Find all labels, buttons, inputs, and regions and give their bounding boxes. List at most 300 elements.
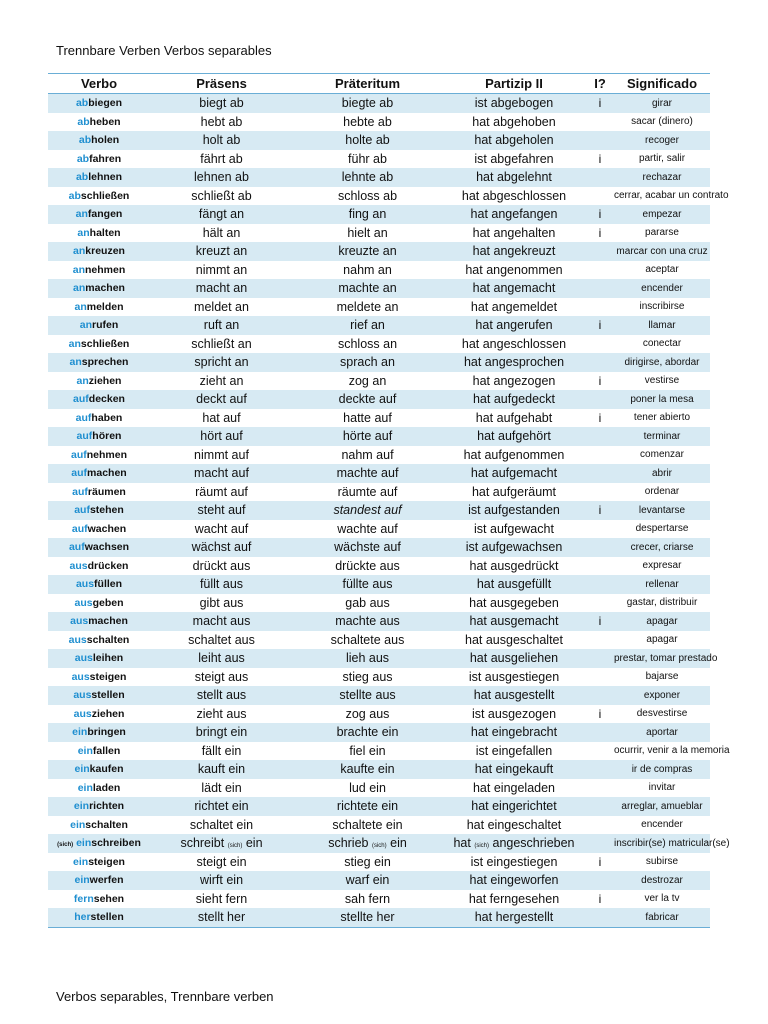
prateritum-text: wachte auf	[337, 521, 398, 536]
prasens-cell	[150, 131, 293, 150]
table-row	[48, 187, 710, 206]
partizip-cell	[442, 594, 586, 613]
verb-cell	[48, 797, 150, 816]
prateritum-cell	[293, 760, 442, 779]
partizip-text: hat abgeholen	[474, 133, 554, 148]
partizip-cell	[442, 834, 586, 853]
significado-cell	[614, 668, 710, 687]
prateritum-particle: ein	[390, 836, 407, 851]
irregular-cell	[586, 446, 614, 465]
prateritum-cell	[293, 538, 442, 557]
table-row	[48, 168, 710, 187]
verb-prefix: an	[75, 208, 88, 221]
irregular-cell	[586, 520, 614, 539]
header-irregular: I?	[586, 74, 614, 94]
prasens-text: spricht an	[194, 355, 249, 370]
prateritum-text: kaufte ein	[340, 762, 395, 777]
table-row	[48, 649, 710, 668]
prateritum-text: schaltete ein	[332, 817, 403, 832]
prateritum-cell	[293, 390, 442, 409]
verb-prefix: an	[79, 319, 92, 332]
irregular-cell	[586, 205, 614, 224]
significado-text: ir de compras	[631, 763, 693, 775]
significado-text: cerrar, acabar un contrato	[614, 190, 729, 202]
partizip-cell	[442, 871, 586, 890]
verb-stem: ziehen	[88, 374, 122, 387]
significado-cell	[614, 501, 710, 520]
verb-cell	[48, 594, 150, 613]
verb-prefix: an	[68, 337, 81, 350]
irregular-cell	[586, 224, 614, 243]
table-row	[48, 464, 710, 483]
prasens-cell	[150, 224, 293, 243]
verb-stem: sprechen	[81, 356, 129, 369]
partizip-text: hat eingerichtet	[471, 799, 557, 814]
prasens-cell	[150, 557, 293, 576]
prateritum-text: schloss an	[337, 336, 398, 351]
significado-text: sacar (dinero)	[631, 116, 693, 128]
irregular-cell	[586, 557, 614, 576]
verb-prefix: ab	[76, 152, 90, 165]
partizip-cell	[442, 631, 586, 650]
prateritum-cell	[293, 316, 442, 335]
table-row	[48, 705, 710, 724]
prasens-text: hebt ab	[200, 114, 243, 129]
irregular-cell	[586, 353, 614, 372]
prasens-cell	[150, 316, 293, 335]
significado-text: desvestirse	[636, 708, 688, 720]
verb-cell	[48, 298, 150, 317]
prateritum-text: hielt an	[347, 225, 388, 240]
significado-cell	[614, 538, 710, 557]
prasens-cell	[150, 742, 293, 761]
irregular-mark: i	[598, 706, 602, 721]
prateritum-cell	[293, 372, 442, 391]
prasens-text: bringt ein	[195, 725, 248, 740]
verb-prefix: aus	[70, 615, 89, 628]
table-row	[48, 871, 710, 890]
partizip-cell	[442, 501, 586, 520]
verb-cell	[48, 464, 150, 483]
prateritum-text: meldete an	[336, 299, 399, 314]
prateritum-text: machte aus	[335, 614, 400, 629]
partizip-cell	[442, 520, 586, 539]
irregular-cell	[586, 501, 614, 520]
verb-stem: ziehen	[91, 707, 125, 720]
partizip-text: ist aufgewacht	[474, 521, 554, 536]
header-significado: Significado	[614, 74, 710, 94]
table-row	[48, 113, 710, 132]
verb-cell	[48, 372, 150, 391]
table-row	[48, 816, 710, 835]
verb-cell	[48, 279, 150, 298]
irregular-cell	[586, 168, 614, 187]
prasens-cell	[150, 779, 293, 798]
verb-stem: fangen	[87, 208, 123, 221]
table-row	[48, 298, 710, 317]
prateritum-text: drückte aus	[335, 558, 400, 573]
table-row	[48, 779, 710, 798]
prateritum-text: stieg ein	[344, 854, 391, 869]
prasens-text: kreuzt an	[195, 244, 248, 259]
partizip-text: hat abgeschlossen	[461, 188, 567, 203]
verb-cell	[48, 705, 150, 724]
prateritum-text: biegte ab	[341, 96, 394, 111]
partizip-cell	[442, 94, 586, 113]
partizip-cell	[442, 797, 586, 816]
verb-cell	[48, 575, 150, 594]
significado-cell	[614, 797, 710, 816]
irregular-cell	[586, 335, 614, 354]
significado-cell	[614, 94, 710, 113]
prateritum-cell	[293, 686, 442, 705]
prasens-cell	[150, 483, 293, 502]
verb-stem: steigen	[88, 855, 125, 868]
prasens-cell	[150, 464, 293, 483]
verb-stem: laden	[92, 781, 121, 794]
prateritum-cell	[293, 649, 442, 668]
partizip-cell	[442, 261, 586, 280]
prateritum-cell	[293, 723, 442, 742]
partizip-text: hat angemacht	[472, 281, 556, 296]
verb-prefix: auf	[71, 467, 88, 480]
table-row	[48, 242, 710, 261]
prasens-cell	[150, 409, 293, 428]
partizip-text: hat ausgeliehen	[469, 651, 559, 666]
irregular-mark: i	[598, 151, 602, 166]
prateritum-text: hatte auf	[343, 410, 392, 425]
verb-prefix: an	[77, 226, 90, 239]
irregular-cell	[586, 575, 614, 594]
prateritum-text: machte an	[338, 281, 397, 296]
prasens-text: schaltet aus	[188, 632, 255, 647]
verb-cell	[48, 224, 150, 243]
irregular-mark: i	[598, 410, 602, 425]
partizip-cell	[442, 298, 586, 317]
significado-text: encender	[641, 819, 683, 831]
prasens-text: steht auf	[197, 503, 246, 518]
prateritum-cell	[293, 187, 442, 206]
prateritum-cell	[293, 853, 442, 872]
verb-stem: machen	[87, 467, 127, 480]
irregular-cell	[586, 612, 614, 631]
verb-prefix: ein	[74, 763, 90, 776]
prateritum-cell	[293, 131, 442, 150]
prasens-text: macht an	[195, 281, 248, 296]
irregular-cell	[586, 853, 614, 872]
significado-text: dirigirse, abordar	[624, 356, 700, 368]
prateritum-text: machte auf	[336, 466, 399, 481]
significado-cell	[614, 168, 710, 187]
prateritum-text: führ ab	[348, 151, 387, 166]
prateritum-cell	[293, 594, 442, 613]
verb-cell	[48, 871, 150, 890]
verb-reflexive: (sich)	[57, 842, 74, 849]
prasens-text: wirft ein	[199, 873, 244, 888]
partizip-text: hat angemeldet	[470, 299, 558, 314]
table-row	[48, 668, 710, 687]
verb-stem: steigen	[89, 670, 127, 683]
partizip-cell	[442, 279, 586, 298]
irregular-cell	[586, 631, 614, 650]
prateritum-text: holte ab	[345, 133, 390, 148]
partizip-text: hat angeschlossen	[461, 336, 567, 351]
significado-text: marcar con una cruz	[616, 245, 708, 257]
irregular-mark: i	[598, 225, 602, 240]
verb-stem: stellen	[90, 911, 124, 924]
partizip-text: hat eingebracht	[470, 725, 558, 740]
prasens-cell	[150, 760, 293, 779]
irregular-mark: i	[598, 503, 602, 518]
significado-text: comenzar	[640, 449, 684, 461]
partizip-cell	[442, 612, 586, 631]
prasens-cell	[150, 261, 293, 280]
significado-text: conectar	[642, 338, 682, 350]
verb-stem: halten	[89, 226, 121, 239]
verb-cell	[48, 187, 150, 206]
partizip-cell	[442, 446, 586, 465]
verb-prefix: fern	[73, 892, 94, 905]
page-footer: Verbos separables, Trennbare verben	[56, 989, 274, 1004]
table-row	[48, 483, 710, 502]
verb-prefix: an	[69, 356, 82, 369]
irregular-cell	[586, 538, 614, 557]
significado-text: pararse	[645, 227, 679, 239]
table-row	[48, 890, 710, 909]
verb-prefix: an	[72, 263, 85, 276]
partizip-cell	[442, 372, 586, 391]
prateritum-cell	[293, 834, 442, 853]
prasens-cell	[150, 168, 293, 187]
verb-stem: haben	[91, 411, 123, 424]
verb-prefix: aus	[73, 707, 92, 720]
prateritum-cell	[293, 557, 442, 576]
significado-text: fabricar	[645, 911, 679, 923]
prateritum-text: schaltete aus	[330, 632, 405, 647]
partizip-text: hat angenommen	[465, 262, 563, 277]
prasens-text: stellt aus	[196, 688, 247, 703]
irregular-mark: i	[598, 207, 602, 222]
prasens-text: macht auf	[194, 466, 249, 481]
partizip-text: hat aufgeräumt	[471, 484, 557, 499]
prateritum-cell	[293, 353, 442, 372]
partizip-text: ist eingefallen	[475, 743, 553, 758]
verb-prefix: an	[76, 374, 89, 387]
prateritum-cell	[293, 871, 442, 890]
verb-prefix: auf	[71, 522, 88, 535]
partizip-cell	[442, 316, 586, 335]
significado-cell	[614, 742, 730, 761]
prasens-cell	[150, 242, 293, 261]
table-row	[48, 520, 710, 539]
irregular-cell	[586, 242, 614, 261]
irregular-cell	[586, 760, 614, 779]
significado-text: recoger	[645, 134, 679, 146]
irregular-cell	[586, 742, 614, 761]
prateritum-text: stellte her	[340, 910, 395, 925]
table-row	[48, 612, 710, 631]
prateritum-text: lehnte ab	[341, 170, 394, 185]
prasens-text: holt ab	[202, 133, 241, 148]
prasens-text: kauft ein	[197, 762, 246, 777]
irregular-cell	[586, 94, 614, 113]
significado-cell	[614, 557, 710, 576]
irregular-mark: i	[598, 891, 602, 906]
irregular-cell	[586, 113, 614, 132]
verb-stem: räumen	[87, 485, 126, 498]
prasens-particle: ein	[245, 836, 263, 851]
irregular-cell	[586, 723, 614, 742]
significado-text: partir, salir	[638, 153, 686, 165]
partizip-cell	[442, 853, 586, 872]
verb-prefix: ein	[74, 874, 90, 887]
verb-prefix: auf	[74, 504, 90, 517]
prateritum-text: sah fern	[344, 891, 391, 906]
prasens-text: räumt auf	[195, 484, 248, 499]
prasens-text: hält an	[202, 225, 241, 240]
prateritum-text: standest auf	[333, 503, 402, 518]
significado-cell	[614, 686, 710, 705]
header-verbo: Verbo	[48, 74, 150, 94]
partizip-text: hat aufgemacht	[470, 466, 558, 481]
significado-cell	[614, 871, 710, 890]
significado-cell	[614, 372, 710, 391]
irregular-cell	[586, 908, 614, 927]
verb-cell	[48, 168, 150, 187]
verb-stem: füllen	[94, 578, 123, 591]
verb-cell	[48, 520, 150, 539]
significado-text: poner la mesa	[630, 393, 694, 405]
prasens-cell	[150, 797, 293, 816]
prasens-reflexive: (sich)	[227, 843, 243, 850]
verb-prefix: aus	[74, 596, 93, 609]
verb-stem: wachen	[87, 522, 127, 535]
partizip-cell	[442, 816, 586, 835]
verb-cell	[48, 557, 150, 576]
verb-stem: fahren	[89, 152, 122, 165]
verb-stem: holen	[91, 134, 120, 147]
partizip-cell	[442, 483, 586, 502]
prasens-text: nimmt an	[195, 262, 248, 277]
verb-prefix: ein	[73, 800, 90, 813]
partizip-text: hat angekreuzt	[472, 244, 556, 259]
significado-text: crecer, criarse	[630, 541, 694, 553]
prateritum-text: wächste auf	[334, 540, 401, 555]
verb-prefix: auf	[75, 411, 92, 424]
partizip-cell	[442, 649, 586, 668]
table-row	[48, 205, 710, 224]
verb-stem: schreiben	[91, 837, 141, 850]
verb-prefix: aus	[73, 689, 92, 702]
partizip-text: ist abgefahren	[474, 151, 554, 166]
verb-prefix: ein	[77, 781, 93, 794]
verb-prefix: auf	[76, 430, 93, 443]
prasens-text: schließt ab	[191, 188, 252, 203]
partizip-text: hat aufgenommen	[463, 447, 565, 462]
prateritum-cell	[293, 705, 442, 724]
verb-stem: fallen	[92, 744, 121, 757]
prasens-text: macht aus	[192, 614, 251, 629]
significado-cell	[614, 705, 710, 724]
irregular-mark: i	[598, 854, 602, 869]
prasens-text: steigt ein	[196, 854, 247, 869]
verb-stem: kreuzen	[85, 245, 125, 258]
prasens-cell	[150, 187, 293, 206]
significado-text: llamar	[648, 319, 676, 331]
verb-cell	[48, 150, 150, 169]
prateritum-text: kreuzte an	[338, 244, 397, 259]
prasens-text: lädt ein	[201, 780, 242, 795]
significado-cell	[614, 131, 710, 150]
prasens-text: leiht aus	[198, 651, 245, 666]
header-prateritum: Präteritum	[293, 74, 442, 94]
prasens-cell	[150, 890, 293, 909]
irregular-cell	[586, 483, 614, 502]
significado-cell	[614, 649, 718, 668]
prateritum-text: fing an	[348, 207, 387, 222]
verb-cell	[48, 742, 150, 761]
table-row	[48, 446, 710, 465]
significado-text: gastar, distribuir	[626, 597, 698, 609]
prasens-cell	[150, 631, 293, 650]
prateritum-cell	[293, 279, 442, 298]
significado-cell	[614, 205, 710, 224]
verb-prefix: aus	[69, 559, 88, 572]
significado-cell	[614, 335, 710, 354]
verb-prefix: aus	[71, 670, 90, 683]
table-row	[48, 409, 710, 428]
prateritum-text: stieg aus	[342, 669, 393, 684]
significado-cell	[614, 316, 710, 335]
verb-prefix: ab	[78, 134, 92, 147]
header-partizip: Partizip II	[442, 74, 586, 94]
partizip-reflexive: (sich)	[474, 843, 490, 850]
irregular-cell	[586, 279, 614, 298]
partizip-text: hat angesprochen	[463, 355, 565, 370]
prasens-cell	[150, 298, 293, 317]
partizip-cell	[442, 779, 586, 798]
prasens-cell	[150, 427, 293, 446]
verb-cell	[48, 649, 150, 668]
significado-cell	[614, 242, 710, 261]
table-row	[48, 557, 710, 576]
significado-cell	[614, 520, 710, 539]
prasens-text: wacht auf	[194, 521, 249, 536]
irregular-cell	[586, 427, 614, 446]
verb-stem: richten	[89, 800, 125, 813]
significado-text: destrozar	[641, 874, 683, 886]
significado-text: arreglar, amueblar	[621, 800, 703, 812]
partizip-text: hat ausgedrückt	[469, 558, 559, 573]
table-row	[48, 279, 710, 298]
prasens-text: sieht fern	[195, 891, 248, 906]
partizip-rest: angeschrieben	[492, 836, 575, 851]
prateritum-text: schrieb	[328, 836, 369, 851]
prateritum-cell	[293, 409, 442, 428]
prasens-text: zieht an	[199, 373, 244, 388]
prateritum-text: räumte auf	[337, 484, 398, 499]
prasens-cell	[150, 871, 293, 890]
partizip-cell	[442, 187, 586, 206]
verb-prefix: an	[73, 245, 86, 258]
verb-cell	[48, 335, 150, 354]
verb-stem: stehen	[89, 504, 124, 517]
partizip-cell	[442, 335, 586, 354]
prasens-text: fällt ein	[201, 743, 242, 758]
verb-prefix: ab	[75, 171, 89, 184]
significado-text: levantarse	[638, 504, 686, 516]
table-row	[48, 224, 710, 243]
